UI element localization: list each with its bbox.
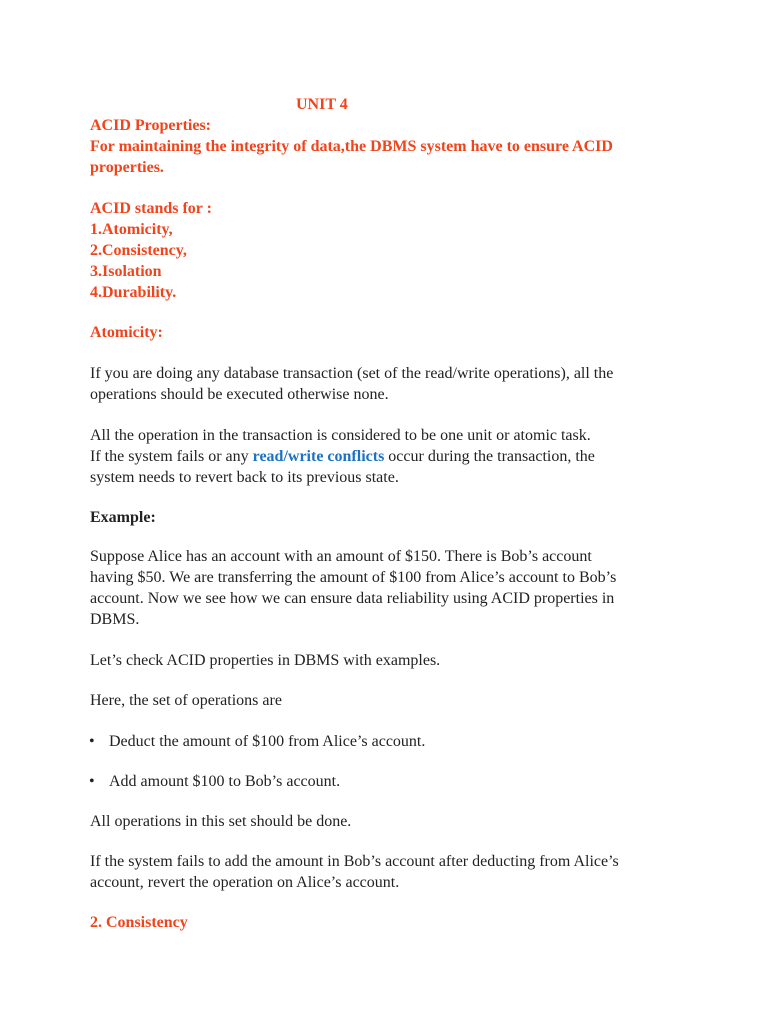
example-heading: Example: [90, 509, 156, 526]
acid-properties-heading: ACID Properties: [90, 117, 212, 134]
unit-title: UNIT 4 [296, 96, 348, 113]
paragraph-line: If the system fails to add the amount in Bob’s account after deducting from Alice’s [90, 853, 619, 870]
paragraph-line: DBMS. [90, 611, 140, 628]
intro-paragraph [90, 136, 690, 178]
acid-list-item: 3.Isolation [90, 263, 162, 280]
paragraph-line: account, revert the operation on Alice’s account. [90, 874, 400, 891]
text-fragment: If the system fails or any [90, 448, 253, 465]
consistency-heading: 2. Consistency [90, 914, 188, 931]
failure-paragraph [90, 851, 690, 893]
paragraph-line: Suppose Alice has an account with an amount of $150. There is Bob’s account [90, 548, 592, 565]
acid-stands-for: ACID stands for : [90, 200, 212, 217]
intro-line: properties. [90, 159, 164, 176]
acid-list-item: 2.Consistency, [90, 242, 187, 259]
bullet-text: Deduct the amount of $100 from Alice’s account. [109, 733, 426, 750]
atomicity-heading: Atomicity: [90, 324, 163, 341]
paragraph-line: having $50. We are transferring the amount of $100 from Alice’s account to Bob’s [90, 569, 617, 586]
bullet-text: Add amount $100 to Bob’s account. [109, 773, 341, 790]
bullet-icon: • [89, 773, 95, 790]
atomicity-paragraph-1 [90, 363, 690, 405]
check-paragraph: Let’s check ACID properties in DBMS with examples. [90, 652, 441, 669]
intro-line: For maintaining the integrity of data,the DBMS system have to ensure ACID [90, 138, 613, 155]
bullet-icon: • [89, 733, 95, 750]
acid-list-item: 4.Durability. [90, 284, 177, 301]
example-paragraph [90, 546, 690, 630]
paragraph-line: system needs to revert back to its previous state. [90, 469, 399, 486]
acid-list [90, 198, 690, 303]
all-operations-paragraph: All operations in this set should be done. [90, 813, 352, 830]
read-write-conflicts-link[interactable]: read/write conflicts [252, 448, 385, 465]
paragraph-line: operations should be executed otherwise none. [90, 386, 389, 403]
paragraph-line [90, 446, 690, 467]
atomicity-paragraph-2 [90, 425, 690, 488]
paragraph-line: All the operation in the transaction is considered to be one unit or atomic task. [90, 427, 591, 444]
operations-intro: Here, the set of operations are [90, 692, 282, 709]
acid-list-item: 1.Atomicity, [90, 221, 173, 238]
paragraph-line: account. Now we see how we can ensure data reliability using ACID properties in [90, 590, 615, 607]
paragraph-line: If you are doing any database transaction (set of the read/write operations), all the [90, 365, 614, 382]
text-fragment: occur during the transaction, the [384, 448, 595, 465]
